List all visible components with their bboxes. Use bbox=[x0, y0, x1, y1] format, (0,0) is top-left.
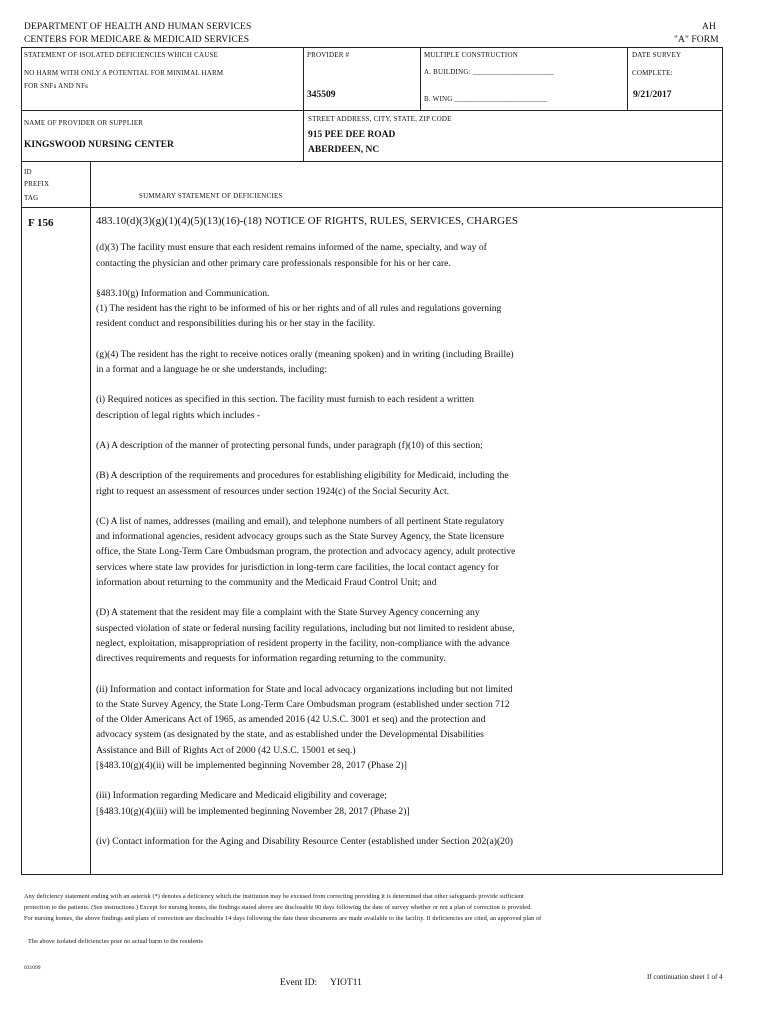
event-id-value: YIOT11 bbox=[330, 978, 362, 988]
paragraph-line: office, the State Long-Term Care Ombudsman program, the protection and advocacy agency, adult protective bbox=[96, 546, 516, 558]
deficiency-body bbox=[96, 214, 716, 864]
paragraph-line: (C) A list of names, addresses (mailing and email), and telephone numbers of all pertinent State regulatory bbox=[96, 515, 505, 527]
provider-name: KINGSWOOD NURSING CENTER bbox=[24, 140, 174, 150]
disclaimer-line-3: For nursing homes, the above findings and plans of correction are disclosable 14 days following the date these documents are made available to the facility. If deficiencies are cited, an approved plan of bbox=[24, 915, 542, 922]
paragraph-line: advocacy system (as designated by the state, and as established under the Developmental Disabilities bbox=[96, 729, 484, 741]
divider-date bbox=[627, 47, 628, 110]
paragraph-line: to the State Survey Agency, the State Long-Term Care Ombudsman program (established under section 712 bbox=[96, 698, 510, 710]
form-type: "A" FORM bbox=[674, 35, 719, 45]
prefix-label: PREFIX bbox=[24, 180, 50, 188]
multiple-construction-label: MULTIPLE CONSTRUCTION bbox=[424, 51, 518, 59]
deficiency-paragraph bbox=[96, 834, 716, 849]
department-title: DEPARTMENT OF HEALTH AND HUMAN SERVICES bbox=[24, 22, 252, 32]
paragraph-line: [§483.10(g)(4)(ii) will be implemented beginning November 28, 2017 (Phase 2)] bbox=[96, 760, 407, 772]
deficiency-paragraph bbox=[96, 347, 716, 378]
disclaimer-line-2: protection to the patients. (See instructions.) Except for nursing homes, the findings stated above are disclosable 90 days following the date of survey whether or not a plan of correction is provided. bbox=[24, 904, 532, 911]
paragraph-line: resident conduct and responsibilities during his or her stay in the facility. bbox=[96, 318, 376, 330]
deficiency-paragraph bbox=[96, 788, 716, 819]
address-street: 915 PEE DEE ROAD bbox=[308, 130, 396, 140]
paragraph-line: (i) Required notices as specified in this section. The facility must furnish to each resident a written bbox=[96, 394, 474, 406]
paragraph-line: (iii) Information regarding Medicare and Medicaid eligibility and coverage; bbox=[96, 790, 387, 802]
divider-tag-column bbox=[90, 161, 91, 875]
deficiency-paragraph bbox=[96, 240, 716, 271]
continuation-sheet: If continuation sheet 1 of 4 bbox=[647, 973, 723, 981]
frame-top bbox=[21, 47, 723, 48]
isolated-deficiency-note: The above isolated deficiencies pose no actual harm to the residents bbox=[28, 938, 203, 945]
id-label: ID bbox=[24, 168, 32, 176]
paragraph-line: (iv) Contact information for the Aging and Disability Resource Center (established under Section 202(a)(20) bbox=[96, 835, 513, 847]
complete-label: COMPLETE: bbox=[632, 69, 673, 77]
paragraph-line: (A) A description of the manner of protecting personal funds, under paragraph (f)(10) of this section; bbox=[96, 439, 483, 451]
paragraph-line: right to request an assessment of resources under section 1924(c) of the Social Security Act. bbox=[96, 485, 450, 497]
survey-date: 9/21/2017 bbox=[633, 90, 672, 100]
divider-row1 bbox=[21, 110, 723, 111]
harm-label: NO HARM WITH ONLY A POTENTIAL FOR MINIMAL HARM bbox=[24, 69, 224, 77]
paragraph-line: suspected violation of state or federal nursing facility regulations, including but not limited to resident abuse, bbox=[96, 622, 515, 634]
provider-label: PROVIDER # bbox=[307, 51, 350, 59]
divider-provider bbox=[303, 47, 304, 161]
paragraph-line: information about returning to the community and the Medicaid Fraud Control Unit; and bbox=[96, 577, 437, 589]
tag-label: TAG bbox=[24, 194, 39, 202]
address-label: STREET ADDRESS, CITY, STATE, ZIP CODE bbox=[308, 115, 452, 123]
paragraph-line: directives requirements and requests for information regarding returning to the community. bbox=[96, 653, 446, 665]
paragraph-line: of the Older Americans Act of 1965, as amended 2016 (42 U.S.C. 3001 et seq) and the protection and bbox=[96, 714, 486, 726]
paragraph-line: contacting the physician and other primary care professionals responsible for his or her care. bbox=[96, 257, 451, 269]
paragraph-line: (ii) Information and contact information for State and local advocacy organizations including but not limited bbox=[96, 683, 513, 695]
event-id-label: Event ID: bbox=[280, 978, 318, 988]
paragraph-line: description of legal rights which includes - bbox=[96, 409, 261, 421]
paragraph-line: neglect, exploitation, misappropriation of resident property in the facility, non-compliance with the advance bbox=[96, 637, 510, 649]
building-field: A. BUILDING: ______________________ bbox=[424, 68, 555, 76]
divider-construction bbox=[420, 47, 421, 110]
deficiency-heading: 483.10(d)(3)(g)(1)(4)(5)(13)(16)-(18) NOTICE OF RIGHTS, RULES, SERVICES, CHARGES bbox=[96, 215, 518, 227]
deficiency-paragraph bbox=[96, 438, 716, 453]
paragraph-line: §483.10(g) Information and Communication. bbox=[96, 287, 270, 299]
divider-row3 bbox=[21, 207, 723, 208]
paragraph-line: (1) The resident has the right to be informed of his or her rights and of all rules and regulations governing bbox=[96, 303, 502, 315]
provider-number: 345509 bbox=[307, 90, 336, 100]
deficiency-paragraph bbox=[96, 514, 716, 590]
deficiency-paragraph bbox=[96, 286, 716, 332]
divider-row2 bbox=[21, 161, 723, 162]
paragraph-line: (g)(4) The resident has the right to receive notices orally (meaning spoken) and in writing (including Braille) bbox=[96, 348, 514, 360]
paragraph-line: and informational agencies, resident advocacy groups such as the State Survey Agency, the State licensure bbox=[96, 531, 505, 543]
paragraph-line: services where state law provides for jurisdiction in long-term care facilities, the local contact agency for bbox=[96, 561, 499, 573]
paragraph-line: [§483.10(g)(4)(iii) will be implemented beginning November 28, 2017 (Phase 2)] bbox=[96, 805, 410, 817]
paragraph-line: Assistance and Bill of Rights Act of 2000 (42 U.S.C. 15001 et seq.) bbox=[96, 744, 356, 756]
deficiency-paragraph bbox=[96, 468, 716, 499]
statement-label: STATEMENT OF ISOLATED DEFICIENCIES WHICH CAUSE bbox=[24, 51, 219, 59]
summary-header: SUMMARY STATEMENT OF DEFICIENCIES bbox=[139, 192, 283, 200]
centers-title: CENTERS FOR MEDICARE & MEDICAID SERVICES bbox=[24, 35, 250, 45]
wing-field: B. WING _________________________ bbox=[424, 95, 547, 103]
address-city: ABERDEEN, NC bbox=[308, 145, 380, 155]
deficiency-paragraph bbox=[96, 682, 716, 774]
paragraph-line: in a format and a language he or she understands, including: bbox=[96, 364, 327, 376]
paragraph-line: (B) A description of the requirements and procedures for establishing eligibility for Medicaid, including the bbox=[96, 470, 509, 482]
deficiency-paragraph bbox=[96, 392, 716, 423]
provider-name-label: NAME OF PROVIDER OR SUPPLIER bbox=[24, 119, 144, 127]
paragraph-line: (d)(3) The facility must ensure that each resident remains informed of the name, specialty, and way of bbox=[96, 242, 487, 254]
frame-bottom bbox=[21, 874, 723, 875]
date-survey-label: DATE SURVEY bbox=[632, 51, 682, 59]
deficiency-paragraphs bbox=[96, 240, 716, 849]
paragraph-line: (D) A statement that the resident may file a complaint with the State Survey Agency concerning any bbox=[96, 607, 480, 619]
form-number: 031099 bbox=[24, 965, 41, 971]
form-code-ah: AH bbox=[702, 22, 716, 32]
disclaimer-line-1: Any deficiency statement ending with an asterisk (*) denotes a deficiency which the institution may be excused from correcting providing it is determined that other safeguards provide sufficient bbox=[24, 893, 524, 900]
deficiency-tag: F 156 bbox=[28, 217, 54, 229]
frame-left bbox=[21, 47, 22, 875]
deficiency-paragraph bbox=[96, 605, 716, 666]
frame-right bbox=[722, 47, 723, 875]
snf-label: FOR SNFs AND NFs bbox=[24, 82, 89, 90]
